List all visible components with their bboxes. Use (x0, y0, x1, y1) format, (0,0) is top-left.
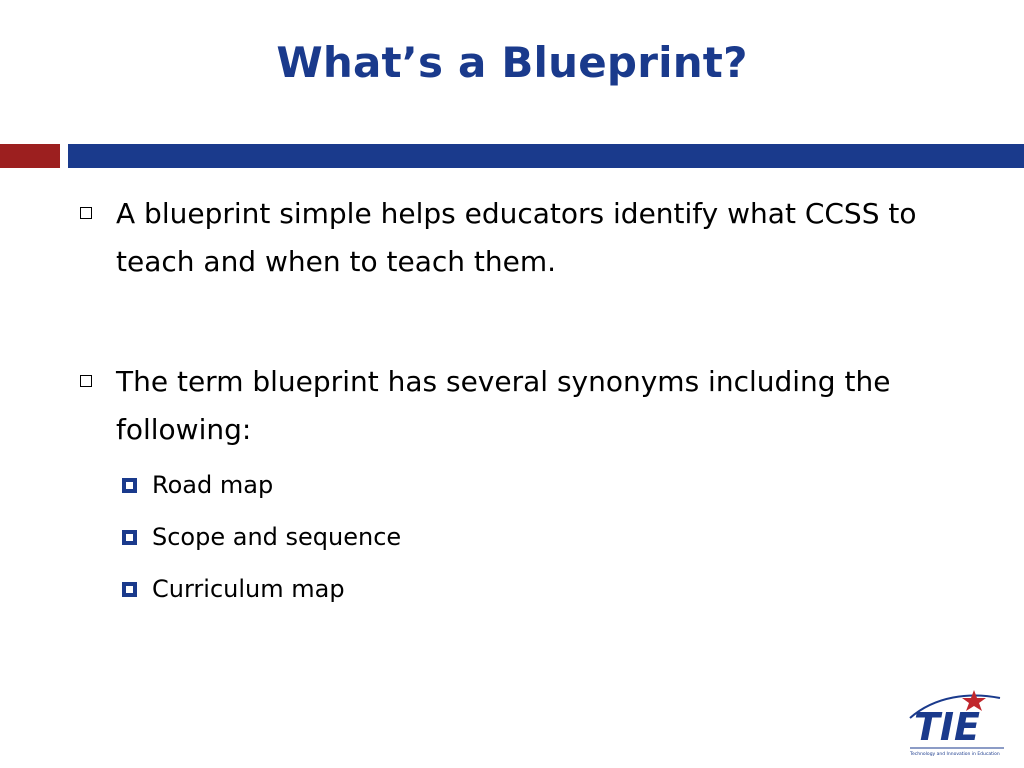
bullet-item (80, 358, 940, 454)
sub-bullet-text: Scope and sequence (152, 523, 402, 551)
bullet-text: A blueprint simple helps educators identify what CCSS to teach and when to teach them. (116, 197, 917, 278)
sub-bullet-text: Road map (152, 471, 274, 499)
slide-title: What’s a Blueprint? (276, 38, 748, 87)
sub-bullet-item (122, 574, 345, 604)
tie-logo-graphic (900, 688, 1012, 758)
filled-square-bullet-icon (122, 478, 137, 493)
logo-wordmark: TIE (914, 705, 981, 749)
title-divider (0, 144, 1024, 168)
filled-square-bullet-icon (122, 582, 137, 597)
divider-red-segment (0, 144, 60, 168)
hollow-square-bullet-icon (80, 207, 92, 219)
filled-square-bullet-icon (122, 530, 137, 545)
sub-bullet-text: Curriculum map (152, 575, 345, 603)
sub-bullet-item (122, 522, 401, 552)
hollow-square-bullet-icon (80, 375, 92, 387)
sub-bullet-item (122, 470, 273, 500)
bullet-text: The term blueprint has several synonyms including the following: (116, 365, 891, 446)
logo-tagline: Technology and Innovation in Education (910, 752, 1000, 757)
bullet-item (80, 190, 940, 286)
divider-blue-segment (68, 144, 1024, 168)
tie-logo (900, 688, 1012, 758)
